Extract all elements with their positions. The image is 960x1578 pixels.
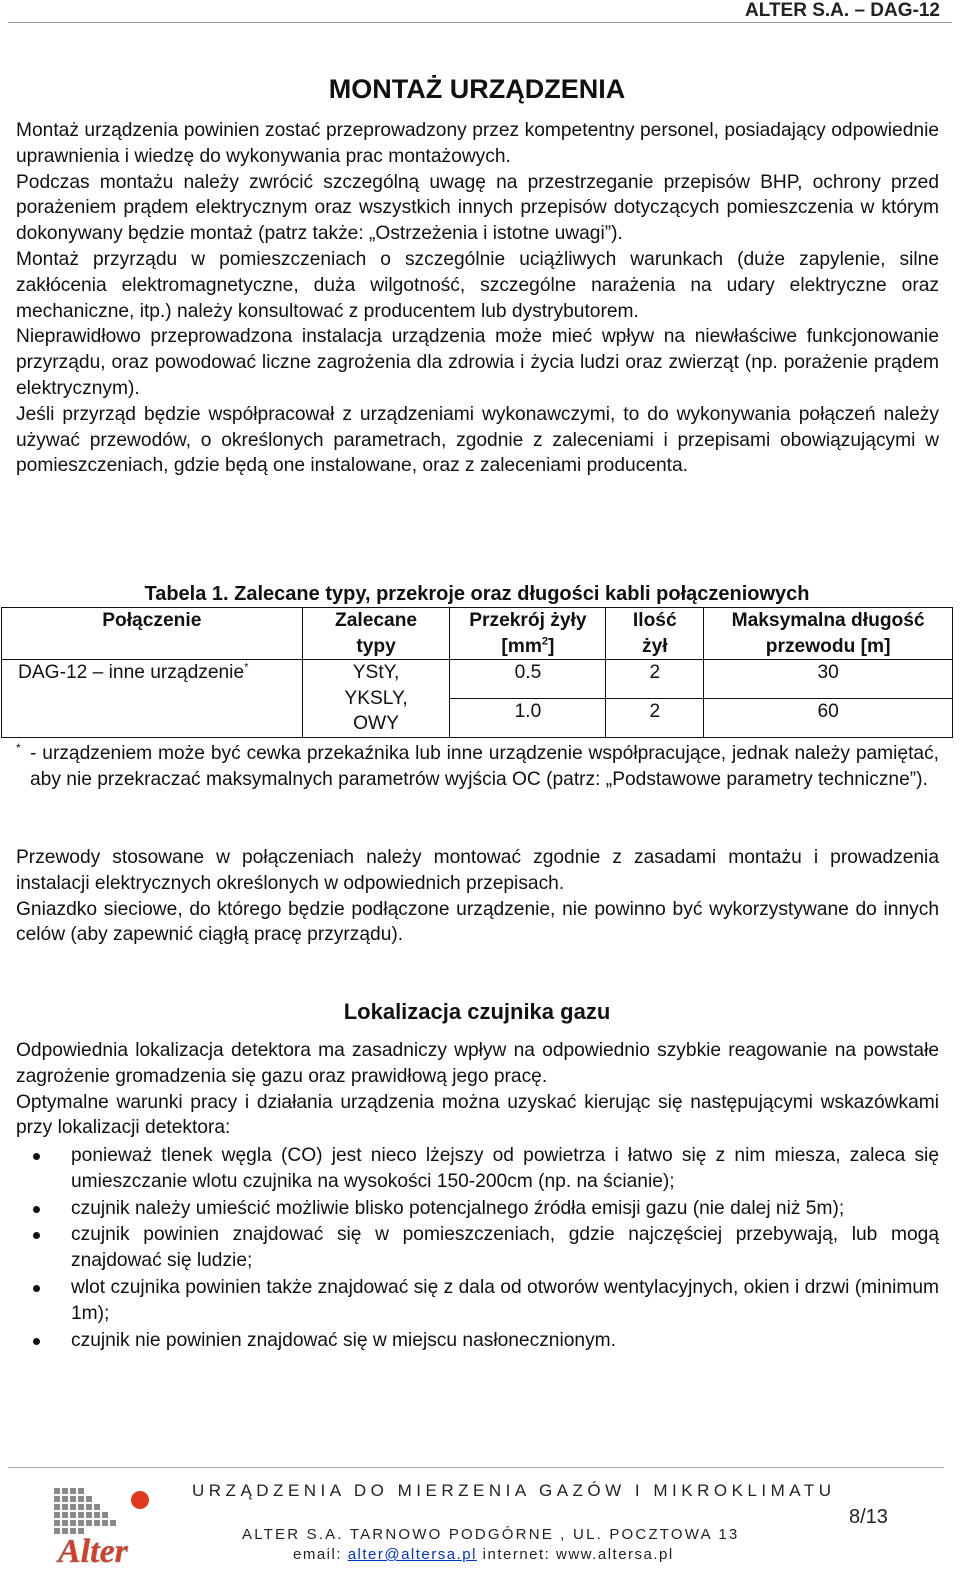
footer-divider	[8, 1467, 944, 1468]
bullet-icon	[33, 1338, 40, 1345]
header-cross-section: Przekrój żyły $[mm^2]$	[450, 608, 606, 660]
location-section	[16, 1038, 939, 1141]
cell-length: 60	[704, 699, 953, 738]
header-connection: Połączenie	[2, 608, 303, 660]
email-label: email:	[293, 1546, 343, 1563]
list-item: wlot czujnika powinien także znajdować się z dala od otworów wentylacyjnych, okien i drzwi (minimum 1m);	[16, 1275, 939, 1327]
table-row	[2, 660, 953, 699]
header-cores: Ilość żył	[606, 608, 704, 660]
footer-contact	[293, 1546, 674, 1564]
website-link[interactable]: www.altersa.pl	[556, 1546, 674, 1563]
list-item: czujnik powinien znajdować się w pomieszczeniach, gdzie najczęściej przebywają, lub mogą znajdować się ludzie;	[16, 1222, 939, 1274]
bullet-icon	[33, 1232, 40, 1239]
paragraph: Nieprawidłowo przeprowadzona instalacja urządzenia może mieć wpływ na niewłaściwe funkcjonowanie przyrządu, oraz powodować liczne zagrożenia dla zdrowia i życia ludzi oraz zwierząt (np. porażenie prądem elektrycznym).	[16, 326, 939, 399]
bullet-icon	[33, 1206, 40, 1213]
paragraph: Gniazdko sieciowe, do którego będzie podłączone urządzenie, nie powinno być wykorzystywane do innych celów (aby zapewnić ciągłą pracę przyrządu).	[16, 898, 939, 946]
svg-text:Alter: Alter	[58, 1533, 128, 1570]
paragraph: Optymalne warunki pracy i działania urządzenia można uzyskać kierując się następującymi wskazówkami przy lokalizacji detektora:	[16, 1091, 939, 1139]
table-footnote	[16, 741, 939, 793]
header-types: Zalecane typy	[302, 608, 450, 660]
running-header: ALTER S.A. – DAG-12	[745, 0, 940, 21]
paragraph: Podczas montażu należy zwrócić szczególną uwagę na przestrzeganie przepisów BHP, ochrony przed porażeniem prądem elektrycznym oraz wszystkich innych przepisów dotyczących pomieszczenia w którym dokonywany będzie montaż (patrz także: „Ostrzeżenia i istotne uwagi”).	[16, 171, 939, 245]
paragraph: Odpowiednia lokalizacja detektora ma zasadniczy wpływ na odpowiednio szybkie reagowanie na powstałe zagrożenie gromadzenia się gazu oraz prawidłową jego pracę.	[16, 1040, 939, 1087]
cell-cores: 2	[606, 660, 704, 699]
email-link[interactable]: alter@altersa.pl	[347, 1546, 477, 1563]
footnote-mark: *	[16, 741, 21, 755]
intro-section	[16, 118, 939, 479]
cable-table	[1, 607, 953, 738]
section-title: Lokalizacja czujnika gazu	[343, 999, 611, 1024]
bullet-icon	[33, 1285, 40, 1292]
cell-section: 0.5	[450, 660, 606, 699]
page-title: MONTAŻ URZĄDZENIA	[328, 74, 626, 104]
internet-label: internet:	[482, 1546, 551, 1563]
footnote-text: - urządzeniem może być cewka przekaźnika lub inne urządzenie współpracujące, jednak należy pamiętać, aby nie przekraczać maksymalnych parametrów wyjścia OC (patrz: „Podstawowe parametry techniczne”).	[30, 743, 939, 790]
cell-section: 1.0	[450, 699, 606, 738]
header-divider	[8, 22, 952, 23]
footer-title: URZĄDZENIA DO MIERZENIA GAZÓW I MIKROKLIMATU	[192, 1481, 836, 1500]
table-header-row	[2, 608, 953, 660]
page-number: 8/13	[849, 1506, 888, 1528]
list-item: czujnik nie powinien znajdować się w miejscu nasłonecznionym.	[16, 1328, 939, 1354]
header-max-length: Maksymalna długość przewodu [m]	[704, 608, 953, 660]
list-item: ponieważ tlenek węgla (CO) jest nieco lżejszy od powietrza i łatwo się z nim miesza, zaleca się umieszczanie wlotu czujnika na wysokości 150-200cm (np. na ścianie);	[16, 1143, 939, 1195]
cell-types: YStY, YKSLY, OWY	[302, 660, 450, 738]
cell-cores: 2	[606, 699, 704, 738]
list-item: czujnik należy umieścić możliwie blisko potencjalnego źródła emisji gazu (nie dalej niż 5m);	[16, 1196, 939, 1222]
footer-address: ALTER S.A. TARNOWO PODGÓRNE , UL. POCZTOWA 13	[242, 1526, 740, 1543]
table-caption: Tabela 1. Zalecane typy, przekroje oraz długości kabli połączeniowych	[144, 583, 810, 605]
paragraph: Przewody stosowane w połączeniach należy montować zgodnie z zasadami montażu i prowadzenia instalacji elektrycznych określonych w odpowiednich przepisach.	[16, 847, 939, 894]
paragraph: Jeśli przyrząd będzie współpracował z urządzeniami wykonawczymi, to do wykonywania połączeń należy używać przewodów, o określonych parametrach, zgodnie z zaleceniami i przepisami obowiązującymi w pomieszczeniach, gdzie będą one instalowane, oraz z zaleceniami producenta.	[16, 403, 939, 477]
cell-length: 30	[704, 660, 953, 699]
paragraph: Montaż urządzenia powinien zostać przeprowadzony przez kompetentny personel, posiadający odpowiednie uprawnienia i wiedzę do wykonywania prac montażowych.	[16, 120, 939, 167]
bullet-icon	[33, 1153, 40, 1160]
wiring-notes	[16, 845, 939, 948]
alter-logo	[50, 1480, 160, 1572]
paragraph: Montaż przyrządu w pomieszczeniach o szczególnie uciążliwych warunkach (duże zapylenie, silne zakłócenia elektromagnetyczne, duża wilgotność, szczególne narażenia na udary elektryczne oraz mechaniczne, itp.) należy konsultować z producentem lub dystrybutorem.	[16, 248, 939, 322]
cell-connection: DAG-12 – inne urządzenie*	[2, 660, 303, 738]
location-guidelines	[16, 1143, 939, 1354]
